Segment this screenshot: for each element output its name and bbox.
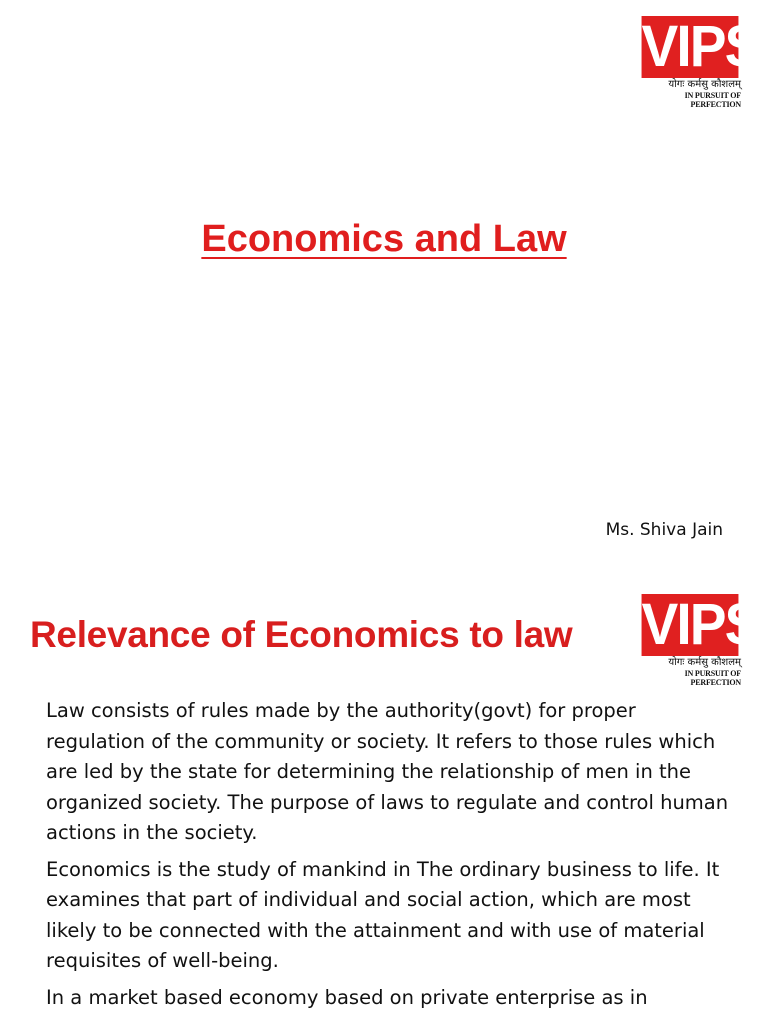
paragraph: In a market based economy based on private enterprise as in: [46, 985, 648, 1009]
logo-motto: योगः कर्मसु कौशलम्: [668, 79, 741, 90]
slide-title: Economics and Law: [201, 218, 567, 260]
logo-wordmark: VIPS: [641, 14, 760, 79]
vips-logo: [639, 14, 760, 109]
slide-body: [46, 696, 736, 1019]
logo-tagline: IN PURSUIT OF PERFECTION: [684, 91, 741, 109]
paragraph: Economics is the study of mankind in The ordinary business to life. It examines that part of individual and social action, which are most likely to be connected with the attainment and with use of material requisites of well-being.: [46, 857, 720, 972]
paragraph: Law consists of rules made by the authority(govt) for proper regulation of the community or society. It refers to those rules which are led by the state for determining the relationship of men in the organized society. The purpose of laws to regulate and control human actions in the society.: [46, 699, 729, 844]
content-slide: [0, 576, 768, 1024]
logo-tagline: IN PURSUIT OF PERFECTION: [684, 669, 741, 687]
slide-heading: Relevance of Economics to law: [30, 614, 573, 655]
logo-motto: योगः कर्मसु कौशलम्: [668, 657, 741, 668]
vips-logo: [639, 592, 760, 687]
author-name: Ms. Shiva Jain: [605, 520, 723, 540]
logo-wordmark: VIPS: [641, 592, 760, 657]
